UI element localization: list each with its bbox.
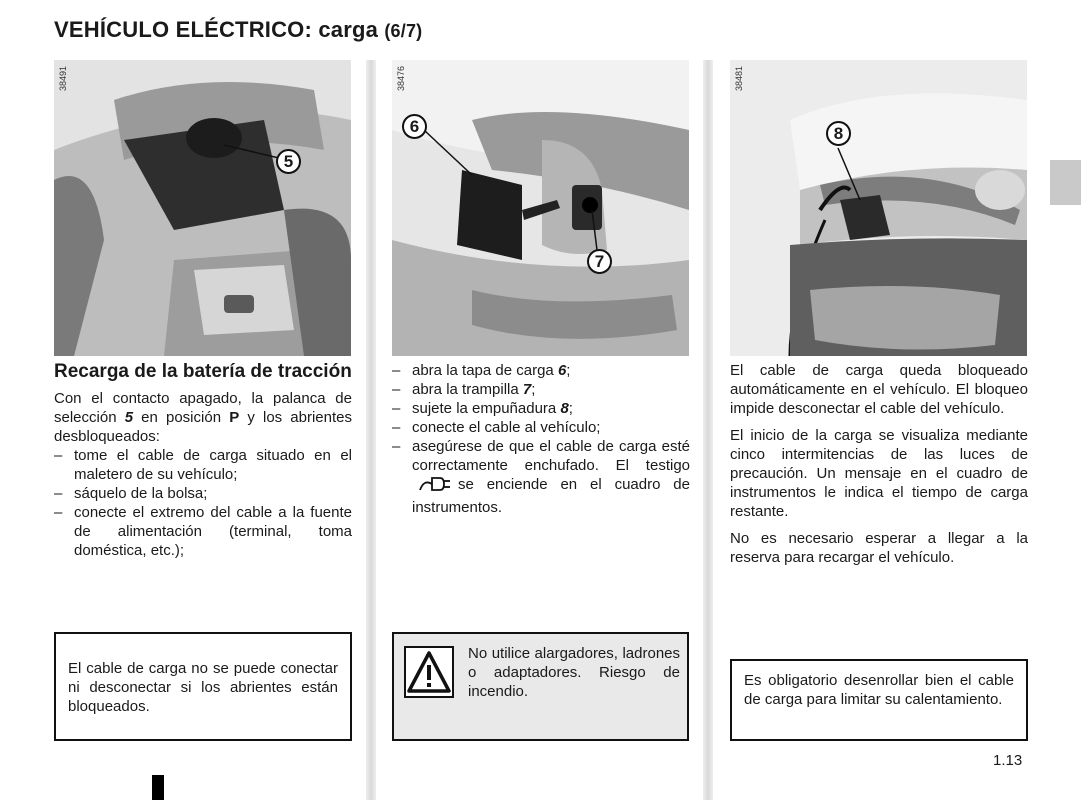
list-item: – tome el cable de carga situado en el maletero de su vehículo; <box>54 446 352 484</box>
intro-part: en posición <box>133 409 230 426</box>
figure-charge-flap <box>392 60 689 356</box>
section-heading: Recarga de la batería de tracción <box>54 361 352 382</box>
page-number: 1.13 <box>993 752 1023 769</box>
paragraph: No es necesario esperar a llegar a la reserva para recargar el vehículo. <box>730 530 1028 566</box>
figure-cable-connected <box>730 60 1027 356</box>
figure-gear-lever <box>54 60 351 356</box>
steps-list <box>392 361 690 517</box>
figure-ref: 38491 <box>58 66 68 92</box>
column-2 <box>392 361 690 517</box>
list-item <box>392 380 690 399</box>
page-title <box>54 17 422 43</box>
list-item <box>392 361 690 380</box>
column-3 <box>730 361 1028 575</box>
list-item: – conecte el extremo del cable a la fuente de alimentación (terminal, toma doméstica, etc.); <box>54 503 352 560</box>
crop-mark <box>152 775 164 800</box>
paragraph: El inicio de la carga se visualiza mediante cinco intermitencias de las luces de precaución. Un mensaje en el cuadro de instrumentos le indica el tiempo de carga restante. <box>730 427 1028 520</box>
column-divider <box>366 60 376 800</box>
gear-lever-illustration <box>54 60 351 356</box>
step-text: ; <box>568 400 573 417</box>
callout-5: 5 <box>276 149 301 174</box>
figure-ref: 38481 <box>734 66 744 92</box>
callout-7: 7 <box>587 249 612 274</box>
cable-connected-illustration <box>730 60 1027 356</box>
intro-part: y los abrientes desbloqueados: <box>54 409 353 445</box>
warning-box <box>392 632 689 741</box>
paragraph: El cable de carga queda bloqueado automáticamente en el vehículo. El bloqueo impide desconectar el cable del vehículo. <box>730 362 1028 417</box>
ref-7: 7 <box>522 381 532 398</box>
step-text: se enciende en el cuadro de instrumentos. <box>412 476 690 516</box>
list-item <box>392 437 690 517</box>
note-box-cable: Es obligatorio desenrollar bien el cable de carga para limitar su calentamiento. <box>730 659 1028 741</box>
step-text: ; <box>566 362 571 379</box>
step-text: asegúrese de que el cable de carga esté correctamente enchufado. El testigo <box>412 438 690 474</box>
title-main: VEHÍCULO ELÉCTRICO: carga <box>54 17 379 42</box>
intro-part: Con el contacto apagado, la palanca de selección <box>54 390 352 426</box>
column-1 <box>54 361 352 560</box>
step-text: abra la trampilla <box>412 381 523 398</box>
title-part: (6/7) <box>384 21 423 41</box>
callout-8: 8 <box>826 121 851 146</box>
step-text: ; <box>531 381 536 398</box>
charging-plug-icon <box>418 475 452 498</box>
intro-text <box>54 389 352 446</box>
step-text: sujete la empuñadura <box>412 400 561 417</box>
figure-ref: 38476 <box>396 66 406 92</box>
list-item <box>392 399 690 418</box>
charge-flap-illustration <box>392 60 689 356</box>
note-box-locked: El cable de carga no se puede conectar ni desconectar si los abrientes están bloqueados. <box>54 632 352 741</box>
warning-icon <box>404 646 454 698</box>
warning-text: No utilice alargadores, ladrones o adaptadores. Riesgo de incendio. <box>468 645 680 700</box>
step-text: abra la tapa de carga <box>412 362 558 379</box>
column-divider <box>703 60 713 800</box>
gear-p: P <box>229 409 240 426</box>
steps-list <box>54 446 352 560</box>
list-item: – conecte el cable al vehículo; <box>392 418 690 437</box>
ref-6: 6 <box>557 362 567 379</box>
callout-6: 6 <box>402 114 427 139</box>
section-tab <box>1050 160 1081 205</box>
ref-5: 5 <box>124 409 134 426</box>
list-item: – sáquelo de la bolsa; <box>54 484 352 503</box>
ref-8: 8 <box>560 400 569 417</box>
